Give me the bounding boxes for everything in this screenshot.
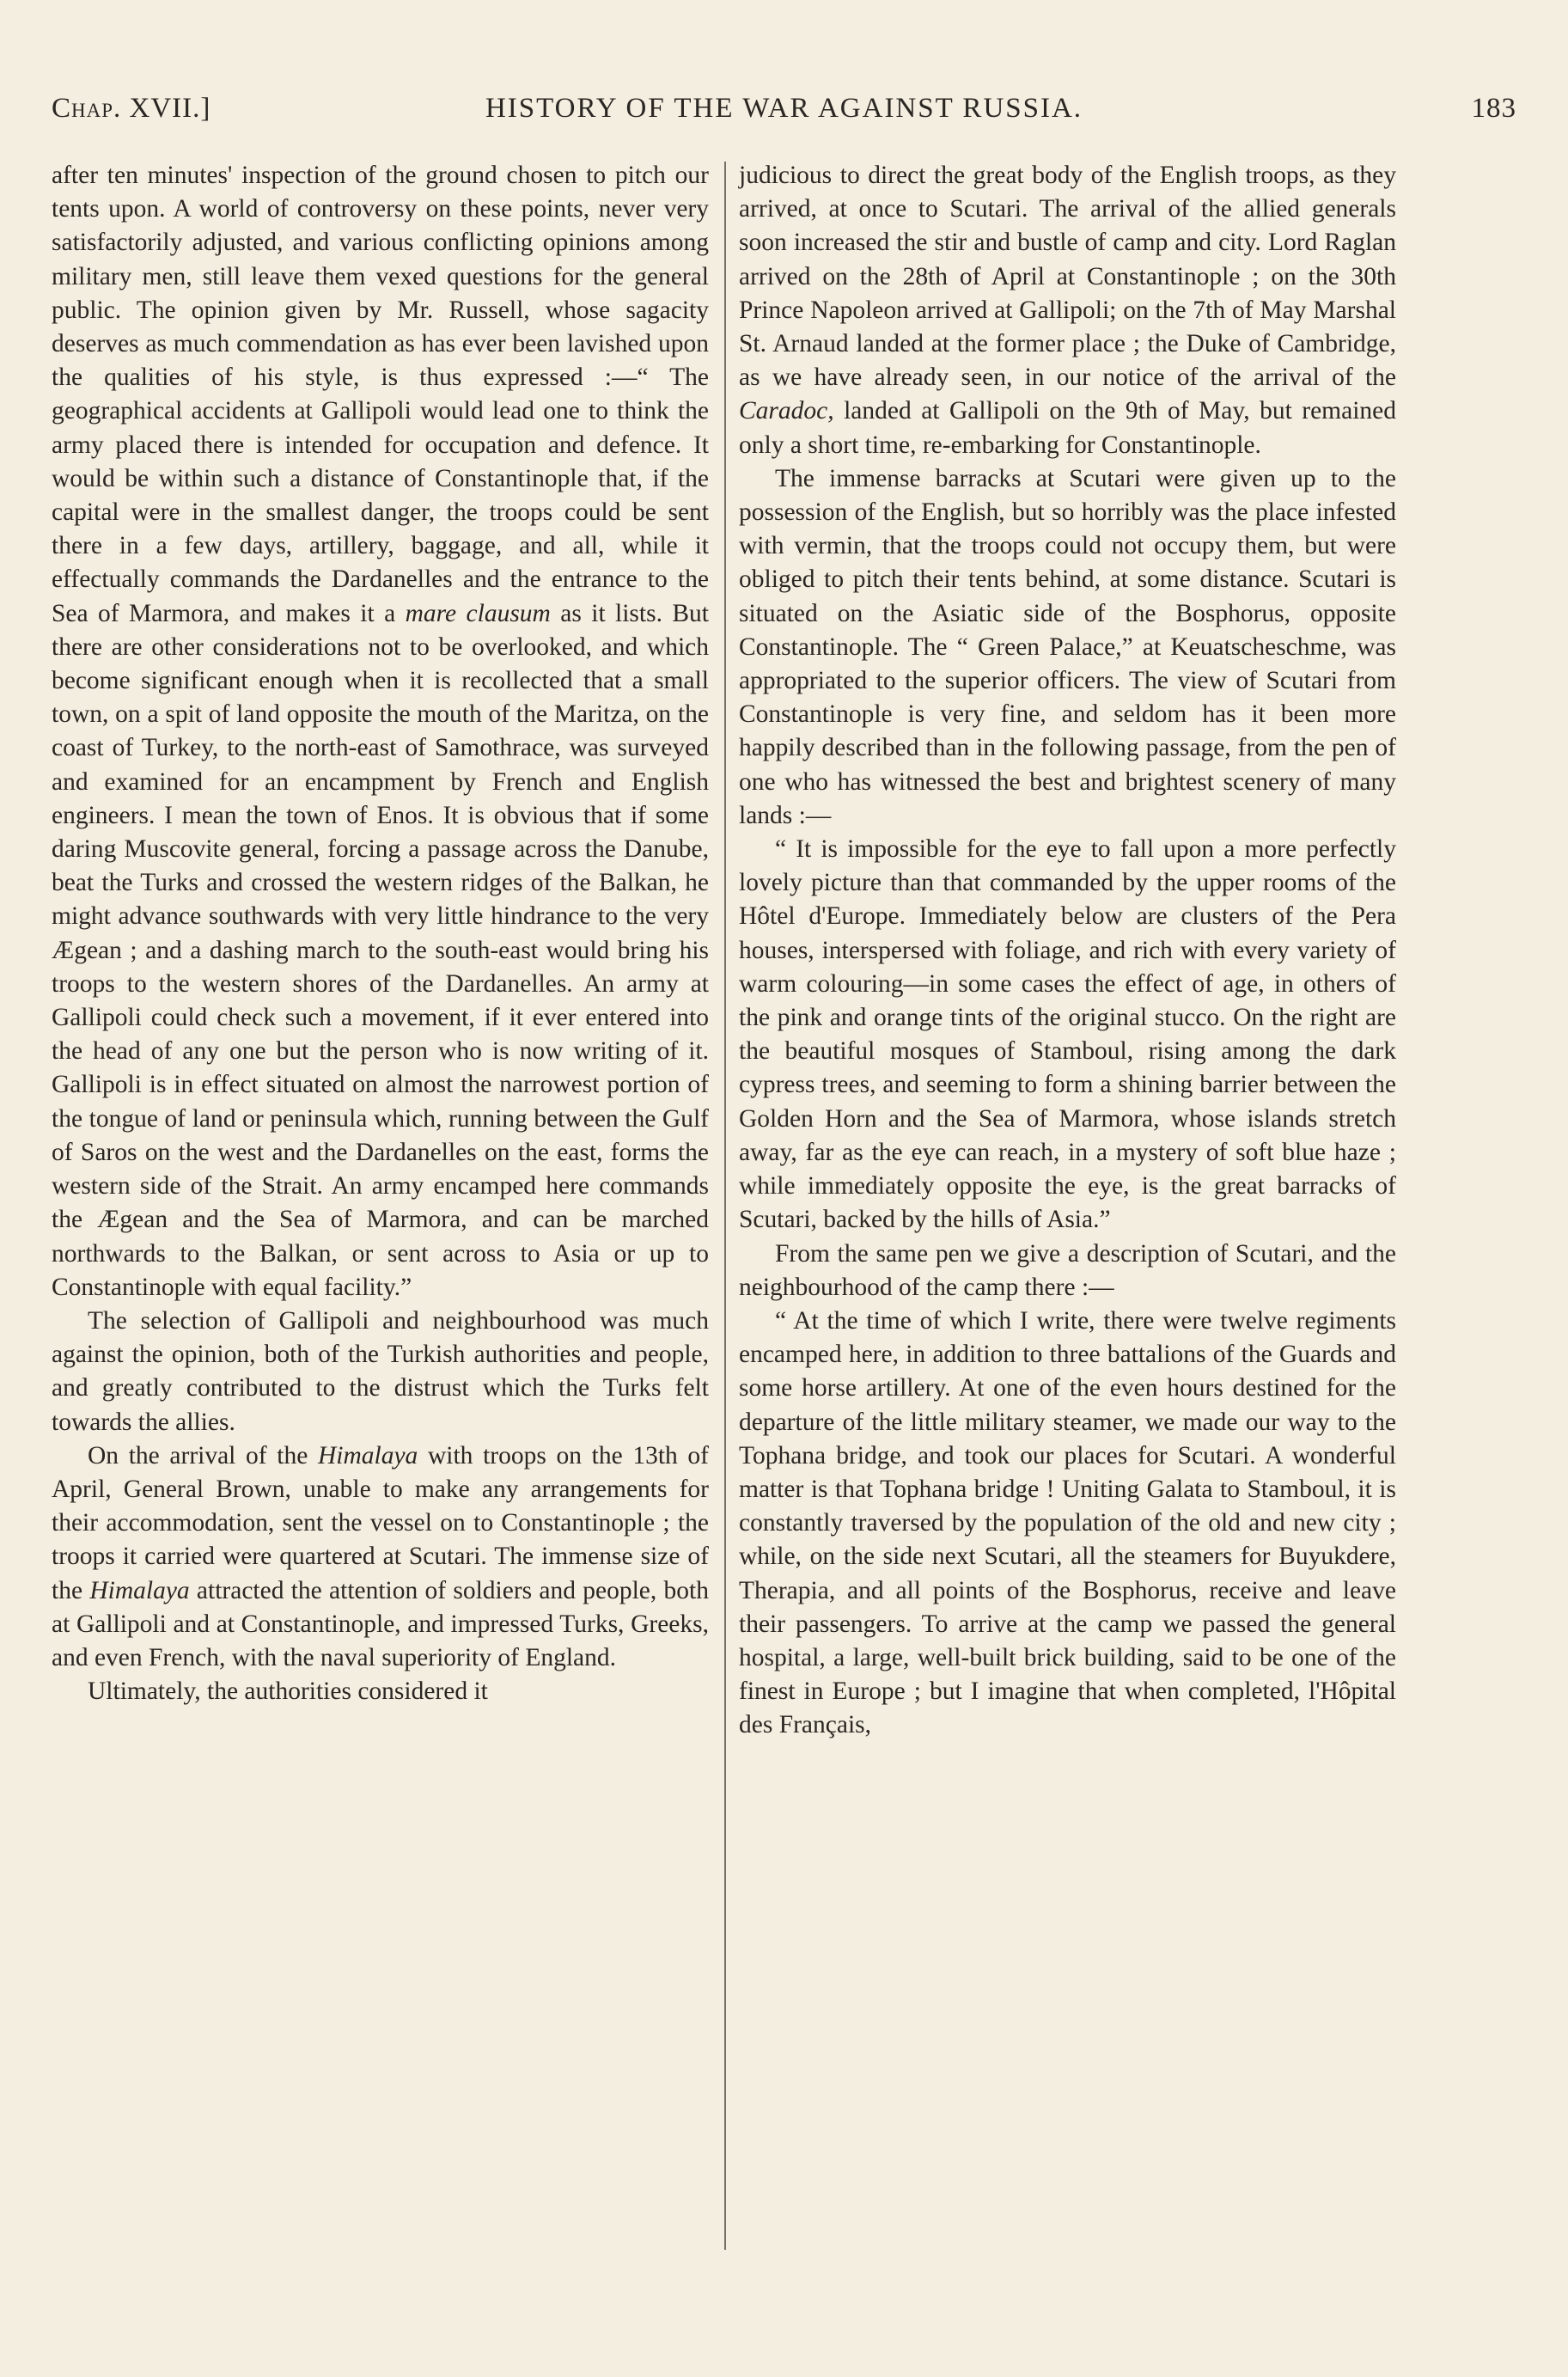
page-title: HISTORY OF THE WAR AGAINST RUSSIA. <box>485 93 1083 124</box>
left-column <box>52 159 709 1708</box>
running-header <box>52 93 1516 131</box>
paragraph: judicious to direct the great body of the English troops, as they arrived, at once to Scutari. The arrival of the allied generals soon increased the stir and bustle of camp and city. Lord Raglan arrived on the 28th of April at Constantinople ; on the 30th Prince Napoleon arrived at Gallipoli; on the 7th of May Marshal St. Arnaud landed at the former place ; the Duke of Cambridge, as we have already seen, in our notice of the arrival of the Caradoc, landed at Gallipoli on the 9th of May, but remained only a short time, re-embarking for Constantinople. <box>739 162 1396 459</box>
column-divider <box>724 162 726 2250</box>
latin-phrase: mare clausum <box>405 599 551 627</box>
paragraph: “ At the time of which I write, there were twelve regiments encamped here, in addition to three battalions of the Guards and some horse artillery. At one of the even hours destined for the departure of the little military steamer, we made our way to the Tophana bridge, and took our places for Scutari. A wonderful matter is that Tophana bridge ! Uniting Galata to Stamboul, it is constantly traversed by the population of the old and new city ; while, on the side next Scutari, all the steamers for Buyukdere, Therapia, and all points of the Bosphorus, receive and leave their passengers. To arrive at the camp we passed the general hospital, a large, well-built brick building, said to be one of the finest in Europe ; but I imagine that when completed, l'Hôpital des Français, <box>739 1306 1396 1739</box>
paragraph: Ultimately, the authorities considered it <box>88 1677 488 1706</box>
paragraph: “ It is impossible for the eye to fall upon a more perfectly lovely picture than that commanded by the upper rooms of the Hôtel d'Europe. Immediately below are clusters of the Pera houses, interspersed with foliage, and rich with every variety of warm colouring—in some cases the effect of age, in others of the pink and orange tints of the original stucco. On the right are the beautiful mosques of Stamboul, rising among the dark cypress trees, and seeming to form a shining barrier between the Golden Horn and the Sea of Marmora, whose islands stretch away, far as the eye can reach, in a mystery of soft blue haze ; while immediately opposite the eye, is the great barracks of Scutari, backed by the hills of Asia.” <box>739 835 1396 1234</box>
paragraph: From the same pen we give a description of Scutari, and the neighbourhood of the camp there :— <box>739 1239 1396 1301</box>
page-number: 183 <box>1471 93 1516 124</box>
paragraph: On the arrival of the Himalaya with troops on the 13th of April, General Brown, unable to make any arrangements for their accommodation, sent the vessel on to Constantinople ; the troops it carried were quartered at Scutari. The immense size of the Himalaya attracted the attention of soldiers and people, both at Gallipoli and at Constantinople, and impressed Turks, Greeks, and even French, with the naval superiority of England. <box>52 1441 709 1671</box>
paragraph: The selection of Gallipoli and neighbourhood was much against the opinion, both of the Turkish authorities and people, and greatly contributed to the distrust which the Turks felt towards the allies. <box>52 1306 709 1436</box>
ship-name: Himalaya <box>317 1441 418 1470</box>
ship-name: Caradoc, <box>739 397 834 425</box>
paragraph: The immense barracks at Scutari were given up to the possession of the English, but so horribly was the place infested with vermin, that the troops could not occupy them, but were obliged to pitch their tents behind, at some distance. Scutari is situated on the Asiatic side of the Bosphorus, opposite Constantinople. The “ Green Palace,” at Keuatscheschme, was appropriated to the superior officers. The view of Scutari from Constantinople is very fine, and seldom has it been more happily described than in the following passage, from the pen of one who has witnessed the best and brightest scenery of many lands :— <box>739 464 1396 829</box>
chapter-label: Chap. XVII.] <box>52 93 211 124</box>
right-column <box>739 159 1396 1743</box>
ship-name: Himalaya <box>89 1576 190 1604</box>
paragraph: after ten minutes' inspection of the ground chosen to pitch our tents upon. A world of controversy on these points, never very satisfactorily adjusted, and various conflicting opinions among military men, still leave them vexed questions for the general public. The opinion given by Mr. Russell, whose sagacity deserves as much commendation as has ever been lavished upon the qualities of his style, is thus expressed :—“ The geographical accidents at Gallipoli would lead one to think the army placed there is intended for occupation and defence. It would be within such a distance of Constantinople that, if the capital were in the smallest danger, the troops could be sent there in a few days, artillery, baggage, and all, while it effectually commands the Dardanelles and the entrance to the Sea of Marmora, and makes it a mare clausum as it lists. But there are other considerations not to be overlooked, and which become significant enough when it is recollected that a small town, on a spit of land opposite the mouth of the Maritza, on the coast of Turkey, to the north-east of Samothrace, was surveyed and examined for an encampment by French and English engineers. I mean the town of Enos. It is obvious that if some daring Muscovite general, forcing a passage across the Danube, beat the Turks and crossed the western ridges of the Balkan, he might advance southwards with very little hindrance to the very Ægean ; and a dashing march to the south-east would bring his troops to the western shores of the Dardanelles. An army at Gallipoli could check such a movement, if it ever entered into the head of any one but the person who is now writing of it. Gallipoli is in effect situated on almost the narrowest portion of the tongue of land or peninsula which, running between the Gulf of Saros on the west and the Dardanelles on the east, forms the western side of the Strait. An army encamped here commands the Ægean and the Sea of Marmora, and can be marched northwards to the Balkan, or sent across to Asia or up to Constantinople with equal facility.” <box>52 162 709 1301</box>
